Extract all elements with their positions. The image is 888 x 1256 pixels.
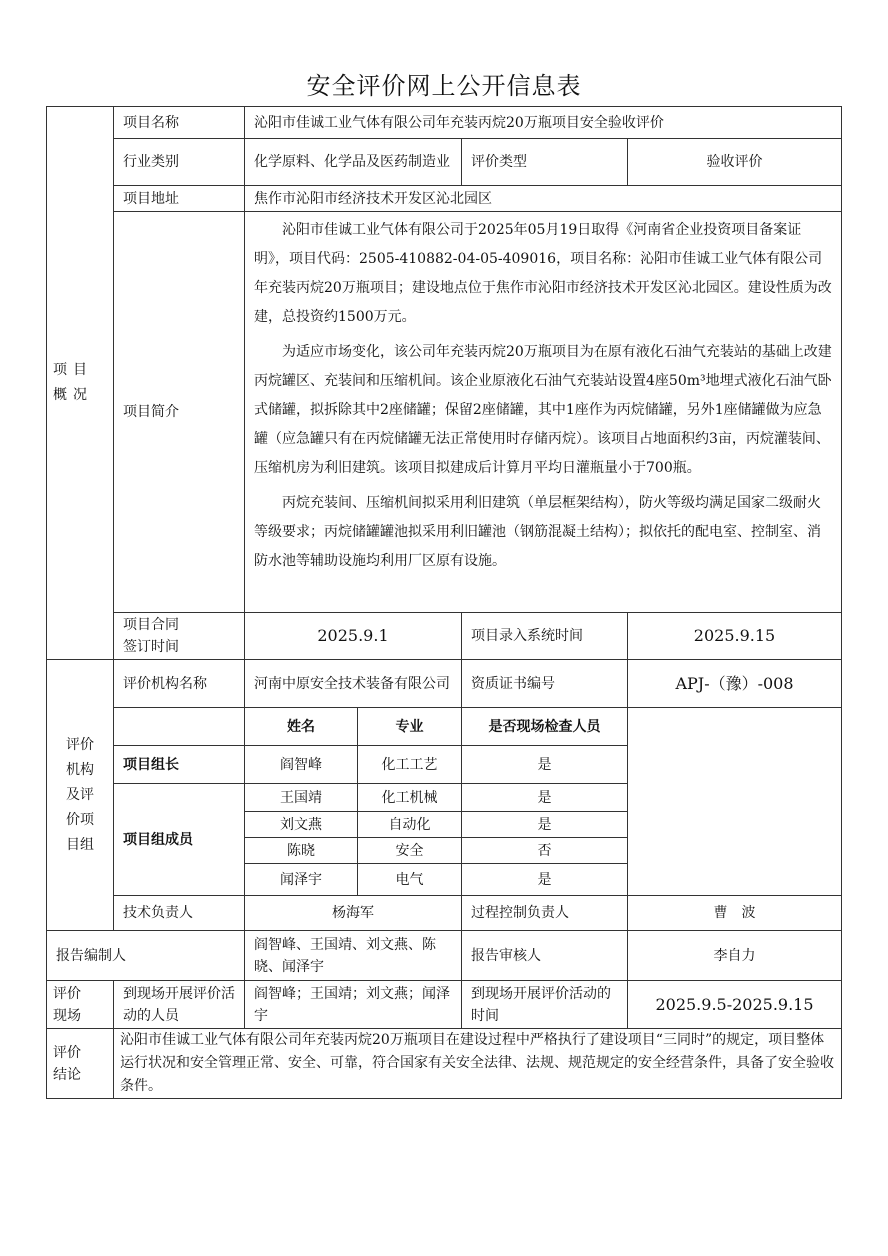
overview-section-text: 项目概况	[53, 362, 93, 403]
eval-type-label: 评价类型	[461, 138, 628, 186]
industry-label: 行业类别	[113, 138, 245, 186]
cert-label: 资质证书编号	[461, 659, 628, 708]
agency-section-label	[46, 659, 114, 931]
contract-date-value: 2025.9.1	[244, 612, 462, 660]
project-name-value: 沁阳市佳诚工业气体有限公司年充装丙烷20万瓶项目安全验收评价	[244, 106, 842, 139]
intro-paragraph: 丙烷充装间、压缩机间拟采用利旧建筑（单层框架结构），防火等级均满足国家二级耐火等级要求；丙烷储罐罐池拟采用利旧罐池（钢筋混凝土结构）；拟依托的配电室、控制室、消防水池等辅助设施均利用厂区原有设施。	[254, 495, 821, 569]
process-lead-value: 曹 波	[627, 895, 842, 931]
member-major: 安全	[357, 837, 462, 864]
report-author-label: 报告编制人	[46, 930, 245, 981]
address-label: 项目地址	[113, 185, 245, 212]
site-section-text: 评价现场	[53, 985, 81, 1024]
team-header-major: 专业	[357, 707, 462, 746]
conclusion-text: 沁阳市佳诚工业气体有限公司年充装丙烷20万瓶项目在建设过程中严格执行了建设项目“三同时”的规定，项目整体运行状况和安全管理正常、安全、可靠，符合国家有关安全法律、法规、规范规定的安全经营条件，具备了安全验收条件。	[113, 1028, 842, 1099]
leader-major: 化工工艺	[357, 745, 462, 784]
report-reviewer-label: 报告审核人	[461, 930, 628, 981]
member-major: 化工机械	[357, 783, 462, 812]
industry-value: 化学原料、化学品及医药制造业	[244, 138, 462, 186]
tech-lead-label: 技术负责人	[113, 895, 245, 931]
site-people-value: 阎智峰；王国靖；刘文燕；闻泽宇	[244, 980, 462, 1029]
agency-section-text: 评价机构及评价项目组	[66, 736, 94, 853]
team-header-onsite: 是否现场检查人员	[461, 707, 628, 746]
entry-time-label: 项目录入系统时间	[461, 612, 628, 660]
intro-text	[244, 211, 842, 613]
project-name-label: 项目名称	[113, 106, 245, 139]
site-people-label: 到现场开展评价活动的人员	[113, 980, 245, 1029]
team-blank-area	[627, 707, 842, 896]
member-name: 闻泽宇	[244, 863, 358, 896]
agency-name-value: 河南中原安全技术装备有限公司	[244, 659, 462, 708]
team-header-name: 姓名	[244, 707, 358, 746]
member-onsite: 是	[461, 863, 628, 896]
member-name: 王国靖	[244, 783, 358, 812]
team-header-blank	[113, 707, 245, 746]
member-name: 陈晓	[244, 837, 358, 864]
site-time-value: 2025.9.5-2025.9.15	[627, 980, 842, 1029]
page-title: 安全评价网上公开信息表	[306, 72, 582, 100]
member-onsite: 是	[461, 811, 628, 838]
site-section-label	[46, 980, 114, 1029]
agency-name-label: 评价机构名称	[113, 659, 245, 708]
overview-section-label	[46, 106, 114, 660]
cert-value: APJ-（豫）-008	[627, 659, 842, 708]
tech-lead-value: 杨海军	[244, 895, 462, 931]
conclusion-section-label	[46, 1028, 114, 1099]
members-label: 项目组成员	[113, 783, 245, 896]
contract-date-label	[113, 612, 245, 660]
leader-name: 阎智峰	[244, 745, 358, 784]
entry-time-value: 2025.9.15	[627, 612, 842, 660]
eval-type-value: 验收评价	[627, 138, 842, 186]
leader-label: 项目组长	[113, 745, 245, 784]
site-time-label: 到现场开展评价活动的时间	[461, 980, 628, 1029]
conclusion-section-text: 评价结论	[53, 1044, 81, 1083]
member-name: 刘文燕	[244, 811, 358, 838]
member-major: 电气	[357, 863, 462, 896]
report-reviewer-value: 李自力	[627, 930, 842, 981]
member-onsite: 否	[461, 837, 628, 864]
intro-paragraph: 为适应市场变化，该公司年充装丙烷20万瓶项目为在原有液化石油气充装站的基础上改建丙烷罐区、充装间和压缩机间。该企业原液化石油气充装站设置4座50m³地埋式液化石油气卧式储罐，拟拆除其中2座储罐；保留2座储罐，其中1座作为丙烷储罐，另外1座储罐做为应急罐（应急罐只有在丙烷储罐无法正常使用时存储丙烷）。该项目占地面积约3亩，丙烷灌装间、压缩机房为利旧建筑。该项目拟建成后计算月平均日灌瓶量小于700瓶。	[254, 344, 832, 476]
member-onsite: 是	[461, 783, 628, 812]
intro-label: 项目简介	[113, 211, 245, 613]
address-value: 焦作市沁阳市经济技术开发区沁北园区	[244, 185, 842, 212]
member-major: 自动化	[357, 811, 462, 838]
intro-paragraph: 沁阳市佳诚工业气体有限公司于2025年05月19日取得《河南省企业投资项目备案证明》，项目代码：2505-410882-04-05-409016，项目名称：沁阳市佳诚工业气体有限公司年充装丙烷20万瓶项目；建设地点位于焦作市沁阳市经济技术开发区沁北园区。建设性质为改建，总投资约1500万元。	[254, 222, 832, 325]
process-lead-label: 过程控制负责人	[461, 895, 628, 931]
report-authors-value: 阎智峰、王国靖、刘文燕、陈晓、闻泽宇	[244, 930, 462, 981]
contract-date-label-text: 项目合同签订时间	[123, 617, 179, 655]
leader-onsite: 是	[461, 745, 628, 784]
